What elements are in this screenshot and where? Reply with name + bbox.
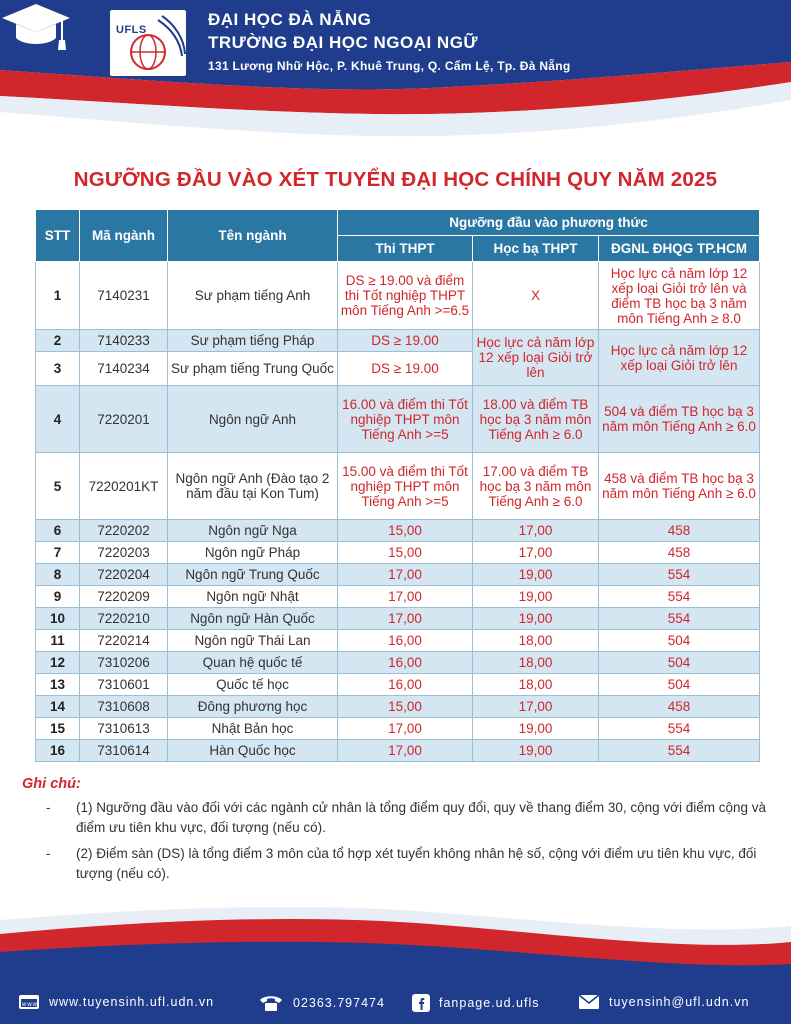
admission-threshold-table xyxy=(35,209,760,762)
cell-thpt: DS ≥ 19.00 xyxy=(338,352,473,386)
footer-contact-bar xyxy=(0,982,791,1024)
cell-ten: Ngôn ngữ Nhật xyxy=(168,586,338,608)
cell-hocba: 18.00 và điểm TB học bạ 3 năm môn Tiếng Anh ≥ 6.0 xyxy=(473,386,599,453)
table-row xyxy=(36,740,760,762)
cell-dgnl: 458 xyxy=(599,520,760,542)
cell-stt: 14 xyxy=(36,696,80,718)
cell-thpt: 15,00 xyxy=(338,696,473,718)
note-item: - (2) Điểm sàn (DS) là tổng điểm 3 môn của tổ hợp xét tuyển không nhân hệ số, cộng với điểm ưu tiên khu vực, đối tượng (nếu có). xyxy=(46,846,757,881)
cell-stt: 4 xyxy=(36,386,80,453)
cell-dgnl: 458 xyxy=(599,542,760,564)
cell-ma: 7310614 xyxy=(80,740,168,762)
cell-ten: Ngôn ngữ Pháp xyxy=(168,542,338,564)
cell-ten: Hàn Quốc học xyxy=(168,740,338,762)
cell-thpt: DS ≥ 19.00 và điểm thi Tốt nghiệp THPT môn Tiếng Anh >=6.5 xyxy=(338,262,473,330)
cell-hocba: 17.00 và điểm TB học bạ 3 năm môn Tiếng Anh ≥ 6.0 xyxy=(473,453,599,520)
note-text: (1) Ngưỡng đầu vào đối với các ngành cử nhân là tổng điểm quy đổi, quy về thang điểm 30, cộng với điểm cộng và điểm ưu tiên khu vực, đối tượng (nếu có). xyxy=(76,800,767,835)
cell-stt: 5 xyxy=(36,453,80,520)
footer-phone[interactable] xyxy=(258,994,385,1012)
cell-thpt: 16.00 và điểm thi Tốt nghiệp THPT môn Tiếng Anh >=5 xyxy=(338,386,473,453)
facebook-icon xyxy=(412,994,430,1012)
cell-dgnl: 554 xyxy=(599,586,760,608)
website-icon xyxy=(18,994,40,1010)
cell-thpt: 16,00 xyxy=(338,674,473,696)
cell-thpt: 17,00 xyxy=(338,718,473,740)
cell-ma: 7140234 xyxy=(80,352,168,386)
header-method-group: Ngưỡng đầu vào phương thức xyxy=(338,210,760,236)
cell-hocba: 19,00 xyxy=(473,740,599,762)
cell-hocba-merged: Học lực cả năm lớp 12 xếp loại Giỏi trở lên xyxy=(473,330,599,386)
table-row xyxy=(36,453,760,520)
cell-ten: Ngôn ngữ Nga xyxy=(168,520,338,542)
cell-thpt: 17,00 xyxy=(338,564,473,586)
cell-hocba: X xyxy=(473,262,599,330)
cell-thpt: 16,00 xyxy=(338,630,473,652)
footer-email[interactable] xyxy=(578,994,749,1010)
university-name: TRƯỜNG ĐẠI HỌC NGOẠI NGỮ xyxy=(208,33,479,52)
cell-hocba: 18,00 xyxy=(473,630,599,652)
note-text: (2) Điểm sàn (DS) là tổng điểm 3 môn của tổ hợp xét tuyển không nhân hệ số, cộng với điểm ưu tiên khu vực, đối tượng (nếu có). xyxy=(76,846,757,881)
cell-ten: Ngôn ngữ Trung Quốc xyxy=(168,564,338,586)
table-header-row xyxy=(36,210,760,236)
page-header xyxy=(0,0,791,140)
cell-hocba: 17,00 xyxy=(473,696,599,718)
cell-ma: 7310613 xyxy=(80,718,168,740)
cell-dgnl-merged: Học lực cả năm lớp 12 xếp loại Giỏi trở lên xyxy=(599,330,760,386)
cell-hocba: 17,00 xyxy=(473,542,599,564)
cell-thpt: 15.00 và điểm thi Tốt nghiệp THPT môn Tiếng Anh >=5 xyxy=(338,453,473,520)
notes-section xyxy=(22,776,774,884)
footer-fanpage[interactable] xyxy=(412,994,540,1012)
cell-stt: 1 xyxy=(36,262,80,330)
header-stt: STT xyxy=(36,210,80,262)
cell-hocba: 19,00 xyxy=(473,608,599,630)
cell-dgnl: 554 xyxy=(599,740,760,762)
table-row xyxy=(36,586,760,608)
cell-stt: 7 xyxy=(36,542,80,564)
cell-hocba: 19,00 xyxy=(473,564,599,586)
cell-ten: Nhật Bản học xyxy=(168,718,338,740)
table-row xyxy=(36,386,760,453)
fanpage-text: fanpage.ud.ufls xyxy=(439,996,540,1010)
cell-hocba: 17,00 xyxy=(473,520,599,542)
cell-ten: Đông phương học xyxy=(168,696,338,718)
footer-website[interactable] xyxy=(18,994,214,1010)
svg-text:www: www xyxy=(22,1002,38,1008)
table-row xyxy=(36,718,760,740)
cell-stt: 6 xyxy=(36,520,80,542)
cell-stt: 15 xyxy=(36,718,80,740)
table-row xyxy=(36,630,760,652)
cell-ten: Sư phạm tiếng Trung Quốc xyxy=(168,352,338,386)
header-thi-thpt: Thi THPT xyxy=(338,236,473,262)
cell-ma: 7310608 xyxy=(80,696,168,718)
cell-stt: 9 xyxy=(36,586,80,608)
cell-hocba: 18,00 xyxy=(473,674,599,696)
logo-globe-icon xyxy=(110,10,186,76)
cell-ten: Quốc tế học xyxy=(168,674,338,696)
cell-thpt: 17,00 xyxy=(338,586,473,608)
cell-ma: 7220203 xyxy=(80,542,168,564)
table-row xyxy=(36,262,760,330)
cell-ma: 7310601 xyxy=(80,674,168,696)
cell-thpt: 17,00 xyxy=(338,740,473,762)
website-text: www.tuyensinh.ufl.udn.vn xyxy=(49,995,215,1009)
cell-dgnl: 554 xyxy=(599,718,760,740)
phone-text: 02363.797474 xyxy=(293,996,385,1010)
cell-stt: 11 xyxy=(36,630,80,652)
cell-stt: 8 xyxy=(36,564,80,586)
email-text: tuyensinh@ufl.udn.vn xyxy=(609,995,750,1009)
table-row xyxy=(36,608,760,630)
logo-text: UFLS xyxy=(116,24,147,36)
email-icon xyxy=(578,994,600,1010)
table-row xyxy=(36,652,760,674)
cell-stt: 2 xyxy=(36,330,80,352)
cell-ma: 7220204 xyxy=(80,564,168,586)
cell-ma: 7220201KT xyxy=(80,453,168,520)
cell-ten: Ngôn ngữ Thái Lan xyxy=(168,630,338,652)
note-item: - (1) Ngưỡng đầu vào đối với các ngành cử nhân là tổng điểm quy đổi, quy về thang điểm 30, cộng với điểm cộng và điểm ưu tiên khu vực, đối tượng (nếu có). xyxy=(46,800,767,835)
phone-icon xyxy=(258,994,284,1012)
cell-hocba: 19,00 xyxy=(473,718,599,740)
cell-thpt: 16,00 xyxy=(338,652,473,674)
page-title: NGƯỠNG ĐẦU VÀO XÉT TUYỂN ĐẠI HỌC CHÍNH QUY NĂM 2025 xyxy=(73,168,718,191)
cell-dgnl: Học lực cả năm lớp 12 xếp loại Giỏi trở lên và điểm TB học bạ 3 năm môn Tiếng Anh ≥ 8.0 xyxy=(599,262,760,330)
cell-stt: 3 xyxy=(36,352,80,386)
cell-ten: Ngôn ngữ Anh xyxy=(168,386,338,453)
cell-dgnl: 554 xyxy=(599,608,760,630)
graduation-cap-icon xyxy=(0,0,72,56)
cell-ten: Quan hệ quốc tế xyxy=(168,652,338,674)
cell-thpt: 15,00 xyxy=(338,520,473,542)
table-row xyxy=(36,674,760,696)
header-dgnl: ĐGNL ĐHQG TP.HCM xyxy=(599,236,760,262)
notes-heading: Ghi chú: xyxy=(22,776,81,792)
cell-stt: 16 xyxy=(36,740,80,762)
table-row xyxy=(36,564,760,586)
table-row xyxy=(36,330,760,352)
cell-dgnl: 504 xyxy=(599,674,760,696)
cell-ma: 7140233 xyxy=(80,330,168,352)
university-group-name: ĐẠI HỌC ĐÀ NẴNG xyxy=(208,10,372,29)
cell-dgnl: 458 xyxy=(599,696,760,718)
cell-ten: Ngôn ngữ Anh (Đào tạo 2 năm đầu tại Kon Tum) xyxy=(168,453,338,520)
cell-stt: 10 xyxy=(36,608,80,630)
cell-thpt: DS ≥ 19.00 xyxy=(338,330,473,352)
table-row xyxy=(36,520,760,542)
cell-thpt: 15,00 xyxy=(338,542,473,564)
cell-dgnl: 504 xyxy=(599,630,760,652)
cell-dgnl: 504 xyxy=(599,652,760,674)
cell-ma: 7140231 xyxy=(80,262,168,330)
cell-stt: 12 xyxy=(36,652,80,674)
university-logo xyxy=(110,10,186,76)
cell-ten: Ngôn ngữ Hàn Quốc xyxy=(168,608,338,630)
cell-ten: Sư phạm tiếng Pháp xyxy=(168,330,338,352)
cell-ten: Sư phạm tiếng Anh xyxy=(168,262,338,330)
cell-hocba: 19,00 xyxy=(473,586,599,608)
header-hoc-ba: Học bạ THPT xyxy=(473,236,599,262)
cell-ma: 7220201 xyxy=(80,386,168,453)
cell-ma: 7220202 xyxy=(80,520,168,542)
table-row xyxy=(36,696,760,718)
cell-dgnl: 554 xyxy=(599,564,760,586)
cell-ma: 7310206 xyxy=(80,652,168,674)
cell-stt: 13 xyxy=(36,674,80,696)
cell-ma: 7220210 xyxy=(80,608,168,630)
university-address: 131 Lương Nhữ Hộc, P. Khuê Trung, Q. Cẩm Lệ, Tp. Đà Nẵng xyxy=(208,59,571,73)
cell-hocba: 18,00 xyxy=(473,652,599,674)
cell-dgnl: 458 và điểm TB học bạ 3 năm môn Tiếng Anh ≥ 6.0 xyxy=(599,453,760,520)
table-row xyxy=(36,542,760,564)
header-ma-nganh: Mã ngành xyxy=(80,210,168,262)
cell-ma: 7220209 xyxy=(80,586,168,608)
cell-thpt: 17,00 xyxy=(338,608,473,630)
header-ten-nganh: Tên ngành xyxy=(168,210,338,262)
cell-ma: 7220214 xyxy=(80,630,168,652)
cell-dgnl: 504 và điểm TB học bạ 3 năm môn Tiếng Anh ≥ 6.0 xyxy=(599,386,760,453)
